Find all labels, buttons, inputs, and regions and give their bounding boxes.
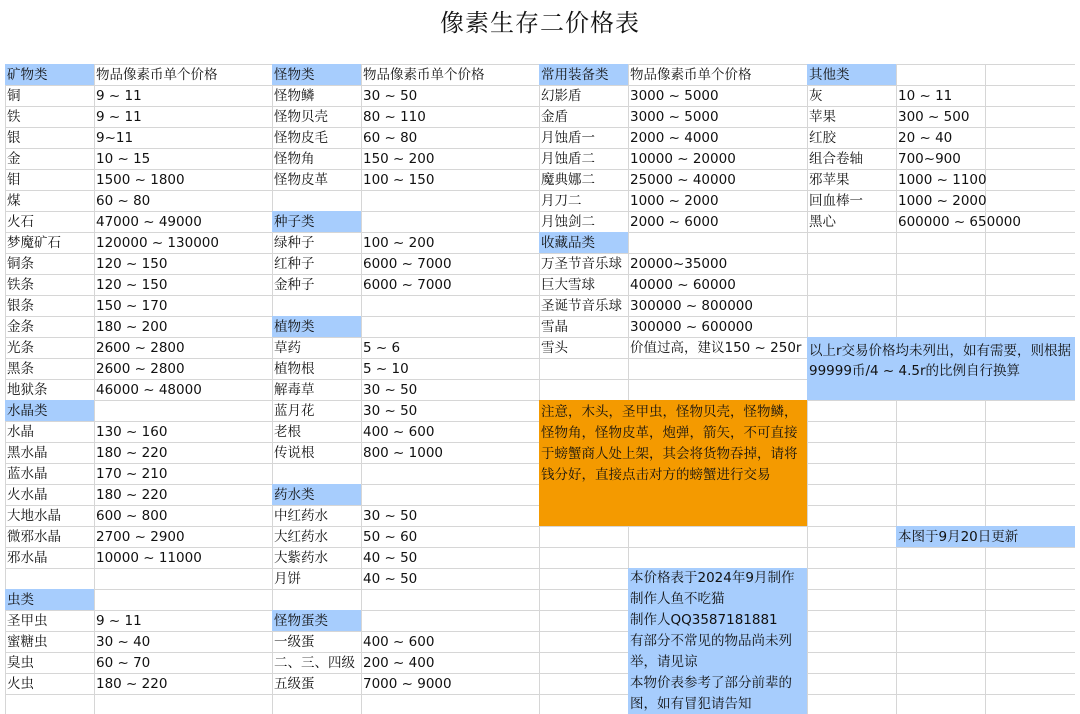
item-price: 400 ~ 600: [363, 634, 435, 650]
item-price: 30 ~ 50: [363, 508, 418, 524]
item-name: 幻影盾: [541, 88, 582, 104]
item-name: 黑水晶: [7, 445, 48, 461]
item-price: 46000 ~ 48000: [96, 382, 202, 398]
item-price: 30 ~ 40: [96, 634, 151, 650]
item-price: 1000 ~ 2000: [898, 193, 987, 209]
item-name: 怪物角: [274, 151, 315, 167]
credits-note: [628, 568, 807, 714]
item-price: 700~900: [898, 151, 961, 167]
item-price: 180 ~ 200: [96, 319, 168, 335]
item-price: 5 ~ 10: [363, 361, 409, 377]
item-name: 圣诞节音乐球: [541, 298, 622, 314]
category-header: 常用装备类: [541, 67, 609, 83]
grid-row-line: [5, 589, 1075, 590]
item-price: 300 ~ 500: [898, 109, 970, 125]
item-name: 植物根: [274, 361, 315, 377]
category-header: 矿物类: [7, 67, 48, 83]
item-name: 金条: [7, 319, 34, 335]
item-name: 月蚀盾二: [541, 151, 595, 167]
item-price: 2600 ~ 2800: [96, 340, 185, 356]
item-price: 120 ~ 150: [96, 277, 168, 293]
item-name: 怪物皮革: [274, 172, 328, 188]
item-price: 9 ~ 11: [96, 109, 142, 125]
category-header: 种子类: [274, 214, 315, 230]
category-header: 水晶类: [7, 403, 48, 419]
page-title: 像素生存二价格表: [440, 9, 640, 37]
item-price: 50 ~ 60: [363, 529, 418, 545]
item-name: 大地水晶: [7, 508, 61, 524]
item-name: 黑心: [809, 214, 836, 230]
category-header: 药水类: [274, 487, 315, 503]
item-name: 月蚀剑二: [541, 214, 595, 230]
item-name: 绿种子: [274, 235, 315, 251]
item-name: 怪物贝壳: [274, 109, 328, 125]
item-name: [272, 191, 274, 211]
item-name: 灰: [809, 88, 823, 104]
item-price: 300000 ~ 600000: [630, 319, 753, 335]
credit-line: 本物价表参考了部分前辈的图，如有冒犯请告知: [630, 675, 792, 712]
item-price: 180 ~ 220: [96, 445, 168, 461]
item-price: 9 ~ 11: [96, 88, 142, 104]
item-price: 120000 ~ 130000: [96, 235, 219, 251]
category-header: 虫类: [7, 592, 34, 608]
item-price: 120 ~ 150: [96, 256, 168, 272]
item-price: 6000 ~ 7000: [363, 256, 452, 272]
item-price: 1500 ~ 1800: [96, 172, 185, 188]
item-name: 月刀二: [541, 193, 582, 209]
item-price: 9 ~ 11: [96, 613, 142, 629]
item-name: 铜: [7, 88, 21, 104]
item-name: 光条: [7, 340, 34, 356]
item-name: 银条: [7, 298, 34, 314]
warning-note: 注意，木头，圣甲虫，怪物贝壳，怪物鳞，怪物角，怪物皮革，炮弹，箭矢，不可直接于螃蟹商人处上架，其会将货物吞掉，请将钱分好，直接点击对方的螃蟹进行交易: [541, 404, 798, 483]
item-price: 2600 ~ 2800: [96, 361, 185, 377]
category-header: 怪物蛋类: [274, 613, 328, 629]
item-price: 5 ~ 6: [363, 340, 401, 356]
item-name: 邪水晶: [7, 550, 48, 566]
update-note: 本图于9月20日更新: [898, 529, 1019, 545]
item-name: 中红药水: [274, 508, 328, 524]
item-name: 一级蛋: [274, 634, 315, 650]
item-name: 蜜糖虫: [7, 634, 48, 650]
item-name: 地狱条: [7, 382, 48, 398]
item-name: 水晶: [7, 424, 34, 440]
item-price: 20 ~ 40: [898, 130, 953, 146]
item-name: 火石: [7, 214, 34, 230]
item-price: 1000 ~ 2000: [630, 193, 719, 209]
item-price: 7000 ~ 9000: [363, 676, 452, 692]
item-price: 10 ~ 11: [898, 88, 953, 104]
item-price: 200 ~ 400: [363, 655, 435, 671]
item-name: 铜条: [7, 256, 34, 272]
credit-line: 制作人QQ3587181881: [630, 612, 778, 628]
item-price: 600 ~ 800: [96, 508, 168, 524]
price-header: 物品像素币单个价格: [363, 67, 485, 83]
item-price: 150 ~ 200: [363, 151, 435, 167]
category-header: 其他类: [809, 67, 850, 83]
item-name: 巨大雪球: [541, 277, 595, 293]
trade-note: [807, 341, 1075, 381]
item-name: 金种子: [274, 277, 315, 293]
item-name: 魔典娜二: [541, 172, 595, 188]
category-header: 收藏品类: [541, 235, 595, 251]
grid-row-line: [5, 610, 1075, 611]
item-price: 10000 ~ 11000: [96, 550, 202, 566]
item-price: 9~11: [96, 130, 134, 146]
item-price: 60 ~ 80: [96, 193, 151, 209]
item-price: 80 ~ 110: [363, 109, 426, 125]
item-name: 火虫: [7, 676, 34, 692]
item-price: 60 ~ 70: [96, 655, 151, 671]
item-name: 圣甲虫: [7, 613, 48, 629]
item-name: 大红药水: [274, 529, 328, 545]
item-price: 3000 ~ 5000: [630, 88, 719, 104]
item-name: 月蚀盾一: [541, 130, 595, 146]
item-price: 180 ~ 220: [96, 487, 168, 503]
item-name: [5, 569, 7, 589]
item-name: 微邪水晶: [7, 529, 61, 545]
item-name: 苹果: [809, 109, 836, 125]
item-price: 20000~35000: [630, 256, 728, 272]
credit-line: 有部分不常见的物品尚未列举，请见谅: [630, 633, 792, 670]
item-name: 解毒草: [274, 382, 315, 398]
item-name: 火水晶: [7, 487, 48, 503]
item-name: [272, 464, 274, 484]
item-name: 红种子: [274, 256, 315, 272]
item-price: 47000 ~ 49000: [96, 214, 202, 230]
item-name: 蓝月花: [274, 403, 315, 419]
item-name: 铁: [7, 109, 21, 125]
trade-note-line1: 以上r交易价格均未列出，如有需要，则根据: [809, 343, 1072, 359]
item-name: [272, 590, 274, 610]
item-name: 草药: [274, 340, 301, 356]
item-price: 10000 ~ 20000: [630, 151, 736, 167]
item-price: 100 ~ 200: [363, 235, 435, 251]
item-name: 铁条: [7, 277, 34, 293]
item-price: 40000 ~ 60000: [630, 277, 736, 293]
item-price: 2000 ~ 6000: [630, 214, 719, 230]
item-name: 怪物鳞: [274, 88, 315, 104]
item-price: 170 ~ 210: [96, 466, 168, 482]
trade-note-line2: 99999币/4 ~ 4.5r的比例自行换算: [809, 363, 1020, 379]
item-name: 大紫药水: [274, 550, 328, 566]
item-name: 五级蛋: [274, 676, 315, 692]
item-name: 二、三、四级: [274, 655, 355, 671]
item-price: 180 ~ 220: [96, 676, 168, 692]
category-header: 植物类: [274, 319, 315, 335]
item-price: 2700 ~ 2900: [96, 529, 185, 545]
item-price: 25000 ~ 40000: [630, 172, 736, 188]
credit-line: 制作人鱼不吃猫: [630, 591, 725, 607]
item-price: 30 ~ 50: [363, 382, 418, 398]
credit-line: 本价格表于2024年9月制作: [630, 570, 795, 586]
item-price: 150 ~ 170: [96, 298, 168, 314]
item-price: 2000 ~ 4000: [630, 130, 719, 146]
item-price: 30 ~ 50: [363, 403, 418, 419]
item-name: 老根: [274, 424, 301, 440]
item-price: 价值过高，建议150 ~ 250r: [630, 340, 802, 356]
grid-row-line: [5, 568, 1075, 569]
item-name: 雪头: [541, 340, 568, 356]
item-name: 梦魔矿石: [7, 235, 61, 251]
item-name: 组合卷轴: [809, 151, 863, 167]
item-name: 传说根: [274, 445, 315, 461]
item-name: 雪晶: [541, 319, 568, 335]
item-name: 金: [7, 151, 21, 167]
item-name: 黑条: [7, 361, 34, 377]
item-price: 600000 ~ 650000: [898, 214, 1021, 230]
category-header: 怪物类: [274, 67, 315, 83]
item-price: 3000 ~ 5000: [630, 109, 719, 125]
item-price: 100 ~ 150: [363, 172, 435, 188]
item-price: 10 ~ 15: [96, 151, 151, 167]
item-name: 钼: [7, 172, 21, 188]
item-name: 臭虫: [7, 655, 34, 671]
item-price: 40 ~ 50: [363, 571, 418, 587]
item-name: 月饼: [274, 571, 301, 587]
item-price: 1000 ~ 1100: [898, 172, 987, 188]
item-name: 万圣节音乐球: [541, 256, 622, 272]
item-price: 800 ~ 1000: [363, 445, 444, 461]
item-name: 怪物皮毛: [274, 130, 328, 146]
item-name: 红胶: [809, 130, 836, 146]
item-price: 30 ~ 50: [363, 88, 418, 104]
grid-row-line: [5, 652, 1075, 653]
item-price: 400 ~ 600: [363, 424, 435, 440]
item-price: 300000 ~ 800000: [630, 298, 753, 314]
item-name: 回血棒一: [809, 193, 863, 209]
item-price: 60 ~ 80: [363, 130, 418, 146]
item-price: 130 ~ 160: [96, 424, 168, 440]
price-header: 物品像素币单个价格: [96, 67, 218, 83]
grid-row-line: [5, 694, 1075, 695]
item-name: 煤: [7, 193, 21, 209]
item-name: 金盾: [541, 109, 568, 125]
item-price: 6000 ~ 7000: [363, 277, 452, 293]
price-header: 物品像素币单个价格: [630, 67, 752, 83]
grid-row-line: [5, 631, 1075, 632]
price-table: [5, 64, 1075, 714]
item-price: 40 ~ 50: [363, 550, 418, 566]
item-name: 邪苹果: [809, 172, 850, 188]
item-name: 银: [7, 130, 21, 146]
item-name: [272, 296, 274, 316]
item-name: 蓝水晶: [7, 466, 48, 482]
